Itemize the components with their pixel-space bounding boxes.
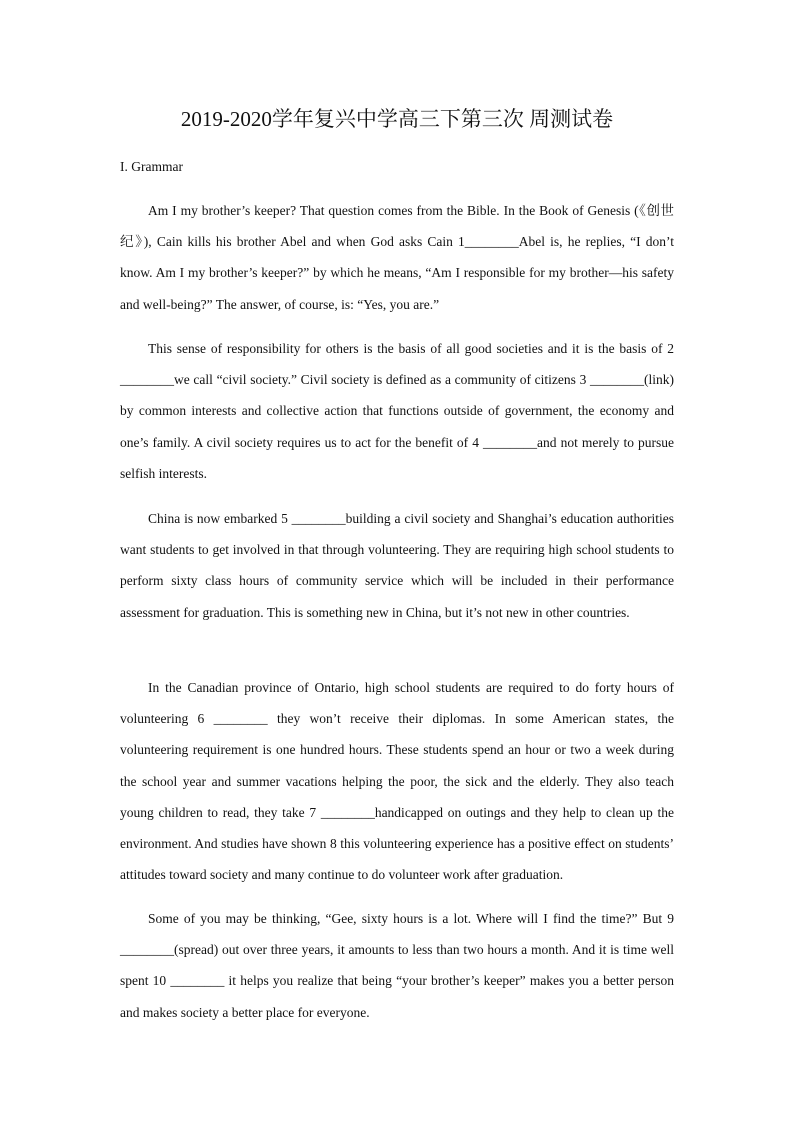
- passage-paragraph-1: Am I my brother’s keeper? That question comes from the Bible. In the Book of Genesis (《创世纪》), Cain kills his brother Abel and when God asks Cain 1________Abel is, he replies, “I don’t know. Am I my brother’s keeper?” by which he means, “Am I responsible for my brother—his safety and well-being?” The answer, of course, is: “Yes, you are.”: [120, 203, 674, 312]
- section-heading-grammar: I. Grammar: [120, 159, 183, 174]
- passage-paragraph-3: China is now embarked 5 ________building a civil society and Shanghai’s education authorities want students to get involved in that through volunteering. They are requiring high school students to perform sixty class hours of community service which will be included in their performance assessment for graduation. This is something new in China, but it’s not new in other countries.: [120, 511, 674, 620]
- passage-paragraph-2: This sense of responsibility for others is the basis of all good societies and it is the basis of 2 ________we call “civil society.” Civil society is defined as a community of citizens 3 ________(link) by common interests and collective action that functions outside of government, the economy and one’s family. A civil society requires us to act for the benefit of 4 ________and not merely to pursue selfish interests.: [120, 341, 674, 481]
- passage-paragraph-5: Some of you may be thinking, “Gee, sixty hours is a lot. Where will I find the time?” But 9 ________(spread) out over three years, it amounts to less than two hours a month. And it is time well spent 10 ________ it helps you realize that being “your brother’s keeper” makes you a better person and makes society a better place for everyone.: [120, 911, 674, 1020]
- passage-paragraph-4: In the Canadian province of Ontario, high school students are required to do forty hours of volunteering 6 ________ they won’t receive their diplomas. In some American states, the volunteering requirement is one hundred hours. These students spend an hour or two a week during the school year and summer vacations helping the poor, the sick and the elderly. They also teach young children to read, they take 7 ________handicapped on outings and they help to clean up the environment. And studies have shown 8 this volunteering experience has a positive effect on students’ attitudes toward society and many continue to do volunteer work after graduation.: [120, 680, 674, 883]
- exam-title: 2019-2020学年复兴中学高三下第三次 周测试卷: [180, 107, 614, 131]
